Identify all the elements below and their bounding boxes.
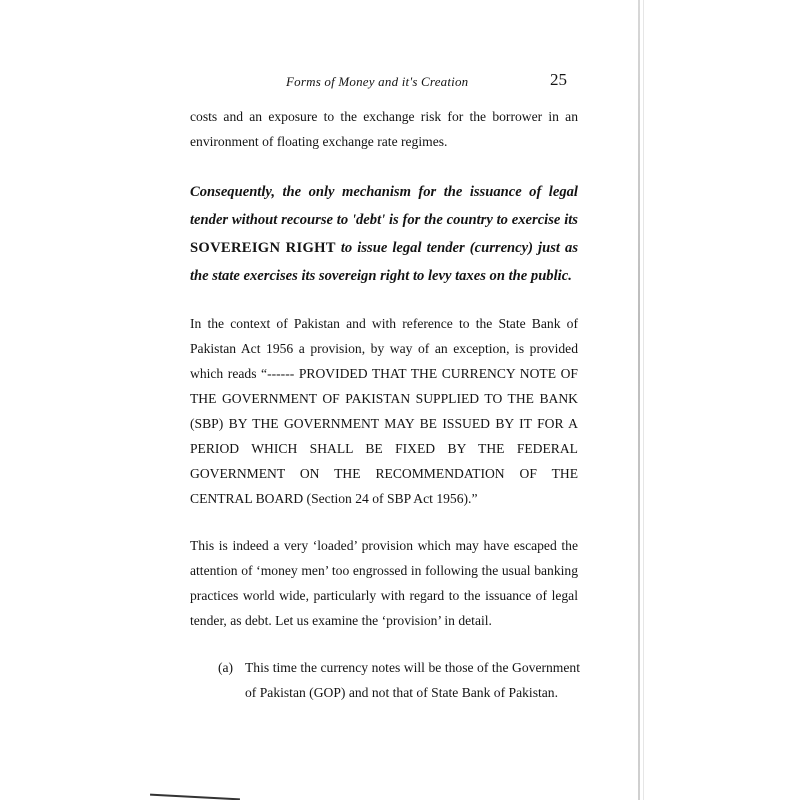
page-header: [190, 68, 585, 96]
paragraph-1: [190, 104, 578, 154]
enumerated-list: [218, 655, 580, 705]
page-edge-line: [643, 0, 644, 800]
list-item-marker: (a): [218, 660, 234, 675]
paragraph-4: [190, 533, 578, 633]
paragraph-2-part-2: to issue legal tender (currency) just as the state exercises its sovereign right to levy taxes on the public.: [190, 240, 578, 284]
page-edge-shadow: [638, 0, 640, 800]
list-item: [218, 655, 580, 705]
paragraph-4-text: This is indeed a very ‘loaded’ provision which may have escaped the attention of ‘money men’ too engrossed in following the usual banking practices world wide, particularly with regard to the issuance of legal tender, as debt. Let us examine the ‘provision’ in detail.: [190, 538, 578, 628]
paragraph-1-text: costs and an exposure to the exchange risk for the borrower in an environment of floating exchange rate regimes.: [190, 109, 578, 149]
list-item-text: This time the currency notes will be those of the Government of Pakistan (GOP) and not that of State Bank of Pakistan.: [245, 660, 580, 700]
paragraph-2-caps: SOVEREIGN RIGHT: [190, 240, 336, 256]
paragraph-3: [190, 311, 578, 511]
paragraph-2-part-1: Consequently, the only mechanism for the issuance of legal tender without recourse to 'debt' is for the country to exercise its: [190, 184, 578, 228]
paragraph-2-emphasis: [190, 178, 578, 290]
running-title: Forms of Money and it's Creation: [286, 74, 469, 89]
scan-mark: [150, 794, 240, 800]
page-number: 25: [550, 70, 567, 89]
paragraph-2-text: [190, 178, 578, 290]
paragraph-3-text: In the context of Pakistan and with reference to the State Bank of Pakistan Act 1956 a provision, by way of an exception, is provided which reads “------ PROVIDED THAT THE CURRENCY NOTE OF THE GOVERNMENT OF PAKISTAN SUPPLIED TO THE BANK (SBP) BY THE GOVERNMENT MAY BE ISSUED BY IT FOR A PERIOD WHICH SHALL BE FIXED BY THE FEDERAL GOVERNMENT ON THE RECOMMENDATION OF THE CENTRAL BOARD (Section 24 of SBP Act 1956).”: [190, 316, 578, 506]
